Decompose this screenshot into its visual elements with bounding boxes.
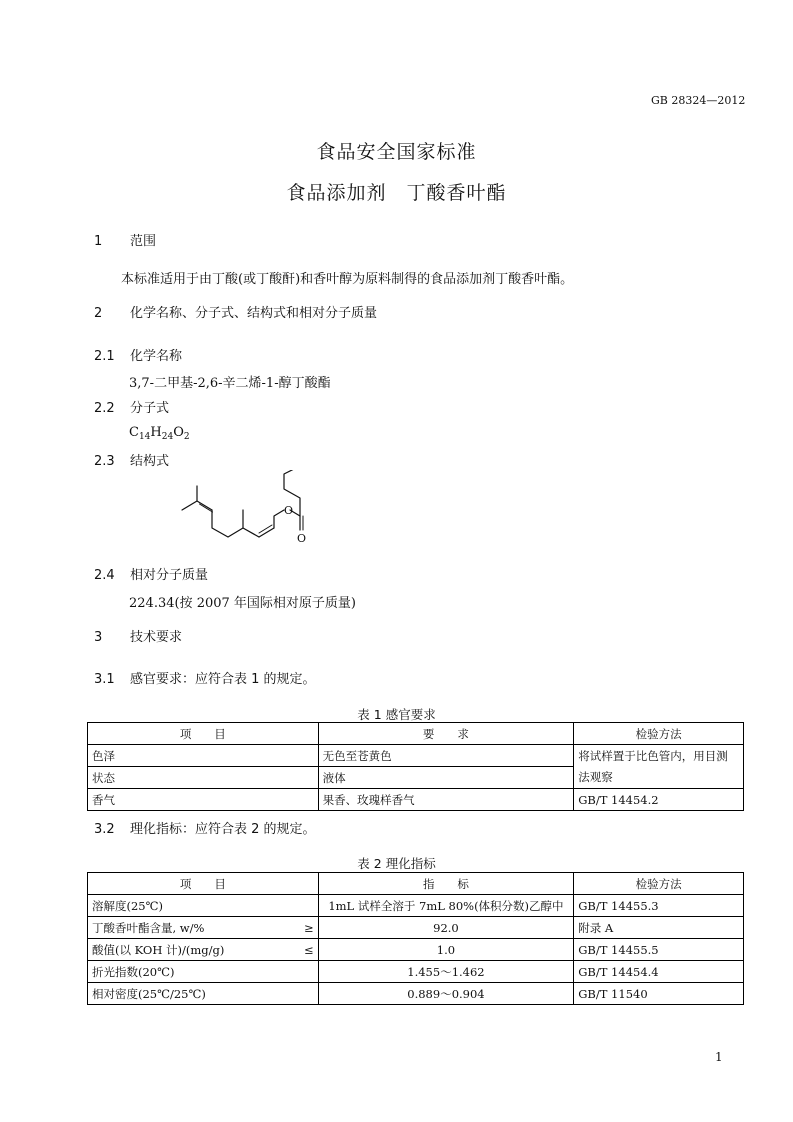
section-title: 结构式	[130, 454, 170, 469]
sensory-table	[87, 722, 744, 811]
section-number: 3.2	[94, 822, 115, 837]
section-2-4-heading	[94, 564, 208, 583]
value-cell: 1.0	[318, 939, 574, 961]
molecular-mass: 224.34(按 2007 年国际相对原子质量)	[129, 596, 356, 611]
table-row	[88, 983, 744, 1005]
section-number: 3	[94, 630, 103, 645]
item-cell: 相对密度(25℃/25℃)	[88, 983, 319, 1005]
table-row	[88, 939, 744, 961]
table-header-row	[88, 723, 744, 745]
section-number: 2.3	[94, 454, 115, 469]
item-cell: 溶解度(25℃)	[88, 895, 319, 917]
value-cell: 0.889～0.904	[318, 983, 574, 1005]
table-header-row	[88, 873, 744, 895]
section-title: 理化指标：应符合表 2 的规定。	[130, 822, 316, 837]
page-title: 食品安全国家标准	[316, 141, 477, 163]
section-2-3-heading	[94, 450, 169, 469]
table-row	[88, 961, 744, 983]
method-cell: GB/T 14454.2	[574, 789, 744, 811]
table-2-caption: 表 2 理化指标	[357, 856, 436, 871]
section-number: 2	[94, 306, 103, 321]
structural-formula	[170, 470, 330, 550]
section-2-heading	[94, 302, 377, 321]
method-cell: GB/T 11540	[574, 983, 744, 1005]
table-row	[88, 745, 744, 767]
method-cell: 将试样置于比色管内，用目测法观察	[574, 745, 744, 789]
section-3-1-heading	[94, 668, 316, 687]
section-number: 2.4	[94, 568, 115, 583]
oxygen-label: O	[297, 532, 307, 545]
requirement-cell: 液体	[318, 767, 574, 789]
section-3-2-heading	[94, 818, 316, 837]
column-header: 指 标	[318, 873, 574, 895]
section-number: 2.2	[94, 401, 115, 416]
oxygen-label: O	[284, 504, 294, 517]
item-cell: 折光指数(20℃)	[88, 961, 319, 983]
item-cell: 酸值(以 KOH 计)/(mg/g) ≤	[88, 939, 319, 961]
table-row	[88, 917, 744, 939]
section-1-heading	[94, 230, 156, 249]
section-2-1-heading	[94, 345, 182, 364]
table-row	[88, 895, 744, 917]
physicochemical-table	[87, 872, 744, 1005]
section-number: 2.1	[94, 349, 115, 364]
column-header: 项 目	[88, 723, 319, 745]
section-number: 3.1	[94, 672, 115, 687]
section-title: 范围	[130, 234, 157, 249]
method-cell: GB/T 14455.3	[574, 895, 744, 917]
requirement-cell: 果香、玫瑰样香气	[318, 789, 574, 811]
table-1-caption: 表 1 感官要求	[357, 707, 436, 722]
section-2-2-heading	[94, 397, 169, 416]
section-title: 技术要求	[130, 630, 183, 645]
requirement-cell: 无色至苍黄色	[318, 745, 574, 767]
column-header: 项 目	[88, 873, 319, 895]
item-cell: 色泽	[88, 745, 319, 767]
table-row	[88, 789, 744, 811]
section-title: 化学名称	[130, 349, 183, 364]
value-cell: 1mL 试样全溶于 7mL 80%(体积分数)乙醇中	[318, 895, 574, 917]
section-title: 分子式	[130, 401, 170, 416]
page-subtitle: 食品添加剂 丁酸香叶酯	[286, 182, 507, 204]
method-cell: GB/T 14455.5	[574, 939, 744, 961]
value-cell: 1.455～1.462	[318, 961, 574, 983]
item-cell: 状态	[88, 767, 319, 789]
section-number: 1	[94, 234, 103, 249]
method-cell: GB/T 14454.4	[574, 961, 744, 983]
column-header: 检验方法	[574, 723, 744, 745]
column-header: 检验方法	[574, 873, 744, 895]
item-cell: 香气	[88, 789, 319, 811]
molecular-formula: $C_{14}H_{24}O_2$	[129, 425, 190, 442]
item-cell: 丁酸香叶酯含量, w/% ≥	[88, 917, 319, 939]
column-header: 要 求	[318, 723, 574, 745]
section-title: 化学名称、分子式、结构式和相对分子质量	[130, 306, 378, 321]
method-cell: 附录 A	[574, 917, 744, 939]
scope-paragraph: 本标准适用于由丁酸(或丁酸酐)和香叶醇为原料制得的食品添加剂丁酸香叶酯。	[121, 272, 574, 287]
section-title: 感官要求：应符合表 1 的规定。	[130, 672, 316, 687]
value-cell: 92.0	[318, 917, 574, 939]
page-number: 1	[715, 1050, 723, 1064]
section-3-heading	[94, 626, 182, 645]
chemical-name: 3,7-二甲基-2,6-辛二烯-1-醇丁酸酯	[129, 376, 331, 391]
standard-code: GB 28324—2012	[651, 94, 746, 107]
section-title: 相对分子质量	[130, 568, 209, 583]
